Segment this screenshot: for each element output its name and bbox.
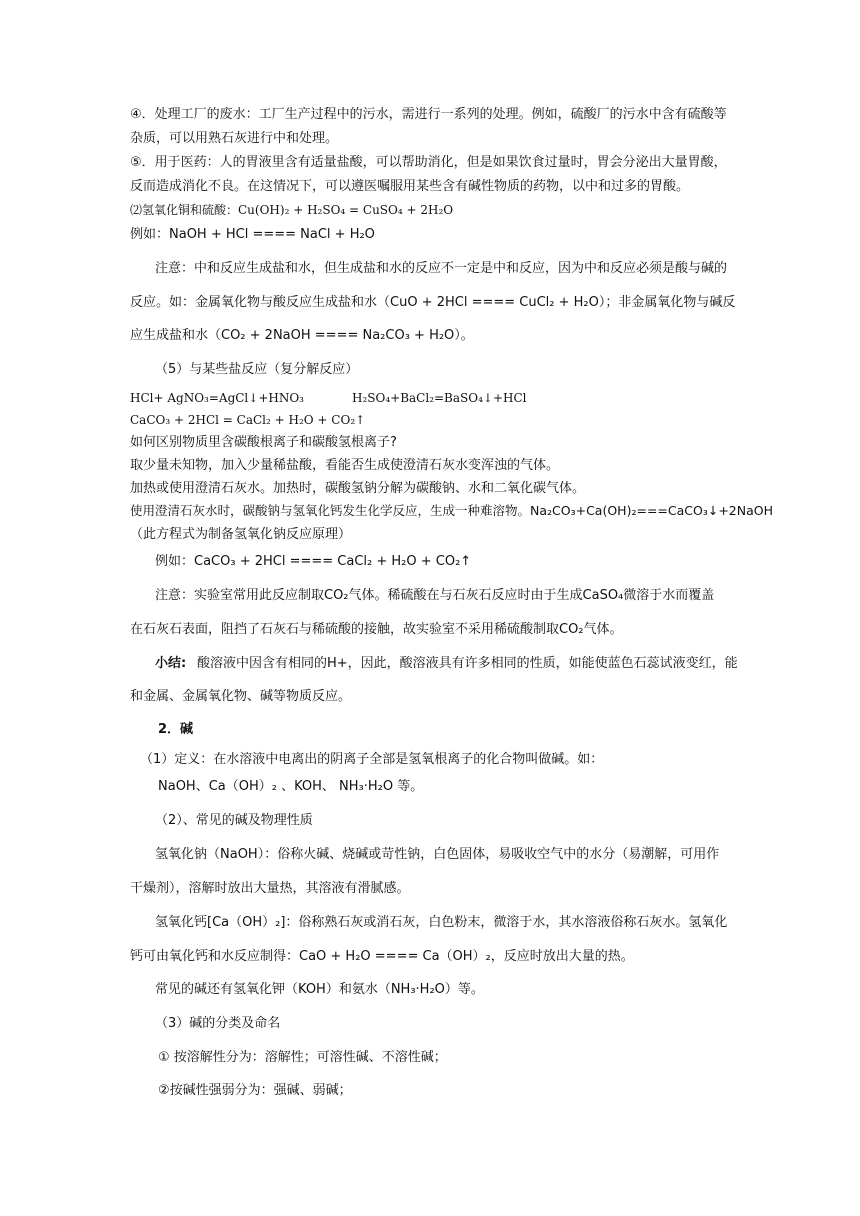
other-bases-line: 常见的碱还有氢氧化钾（KOH）和氨水（NH₃·H₂O）等。 bbox=[155, 982, 484, 997]
example-caco3: 例如：CaCO₃ + 2HCl ==== CaCl₂ + H₂O + CO₂↑ bbox=[155, 554, 472, 569]
equation-caco3-hcl: CaCO₃ + 2HCl = CaCl₂ + H₂O + CO₂↑ bbox=[130, 413, 366, 427]
classification-item-1: ① 按溶解性分为：溶解性；可溶性碱、不溶性碱； bbox=[158, 1050, 447, 1065]
subheading-classification: （3）碱的分类及命名 bbox=[155, 1016, 281, 1031]
summary-label: 小结: bbox=[155, 656, 187, 671]
definition-line-2: NaOH、Ca（OH）₂ 、KOH、 NH₃·H₂O 等。 bbox=[158, 779, 424, 794]
naoh-line-2: 干燥剂），溶解时放出大量热，其溶液有滑腻感。 bbox=[130, 881, 410, 896]
classification-item-2: ②按碱性强弱分为：强碱、弱碱； bbox=[158, 1083, 352, 1098]
text-line-2: 杂质，可以用熟石灰进行中和处理。 bbox=[130, 131, 339, 146]
method-line-2: 加热或使用澄清石灰水。加热时，碳酸氢钠分解为碳酸钠、水和二氧化碳气体。 bbox=[130, 481, 586, 496]
summary-line-2: 和金属、金属氧化物、碱等物质反应。 bbox=[130, 689, 352, 704]
method-line-3: 使用澄清石灰水时，碳酸钠与氢氧化钙发生化学反应，生成一种难溶物。Na₂CO₃+Ca(OH)₂===CaCO₃↓+2NaOH bbox=[130, 503, 774, 518]
caoh2-line-2: 钙可由氧化钙和水反应制得：CaO + H₂O ==== Ca（OH）₂，反应时放出大量的热。 bbox=[130, 949, 634, 964]
note-paragraph-line-1: 注意：中和反应生成盐和水，但生成盐和水的反应不一定是中和反应，因为中和反应必须是酸与碱的 bbox=[155, 261, 728, 276]
equation-copper-hydroxide: ⑵氢氧化铜和硫酸：Cu(OH)₂ + H₂SO₄ = CuSO₄ + 2H₂O bbox=[130, 203, 454, 217]
note2-line-2: 在石灰石表面，阻挡了石灰石与稀硫酸的接触，故实验室不采用稀硫酸制取CO₂气体。 bbox=[130, 622, 623, 637]
method-line-1: 取少量未知物，加入少量稀盐酸，看能否生成使澄清石灰水变浑浊的气体。 bbox=[130, 458, 560, 473]
caoh2-line-1: 氢氧化钙[Ca（OH）₂]：俗称熟石灰或消石灰，白色粉末，微溶于水，其水溶液俗称石灰水。氢氧化 bbox=[155, 915, 728, 930]
question-carbonate: 如何区别物质里含碳酸根离子和碳酸氢根离子? bbox=[130, 435, 397, 450]
note2-line-1: 注意：实验室常用此反应制取CO₂气体。稀硫酸在与石灰石反应时由于生成CaSO₄微溶于水而覆盖 bbox=[155, 588, 715, 603]
equation-h2so4-bacl2: H₂SO₄+BaCl₂=BaSO₄↓+HCl bbox=[352, 391, 527, 405]
summary-line-1: 酸溶液中因含有相同的H+，因此，酸溶液具有许多相同的性质，如能使蓝色石蕊试液变红，能 bbox=[197, 656, 738, 671]
equation-hcl-agno3: HCl+ AgNO₃=AgCl↓+HNO₃ bbox=[130, 391, 304, 405]
definition-line-1: （1）定义：在水溶液中电离出的阴离子全部是氢氧根离子的化合物叫做碱。如： bbox=[140, 752, 604, 767]
section-heading-base: 2．碱 bbox=[158, 722, 194, 737]
text-line-1: ④．处理工厂的废水：工厂生产过程中的污水，需进行一系列的处理。例如，硫酸厂的污水中含有硫酸等 bbox=[130, 107, 727, 122]
note-paragraph-line-2: 反应。如：金属氧化物与酸反应生成盐和水（CuO + 2HCl ==== CuCl₂ + H₂O）；非金属氧化物与碱反 bbox=[130, 295, 736, 310]
text-line-4: 反而造成消化不良。在这情况下，可以遵医嘱服用某些含有碱性物质的药物，以中和过多的胃酸。 bbox=[130, 179, 690, 194]
naoh-line-1: 氢氧化钠（NaOH）：俗称火碱、烧碱或苛性钠，白色固体，易吸收空气中的水分（易潮解，可用作 bbox=[155, 847, 720, 862]
subheading-common-bases: （2）、常见的碱及物理性质 bbox=[155, 813, 313, 828]
note-paragraph-line-3: 应生成盐和水（CO₂ + 2NaOH ==== Na₂CO₃ + H₂O）。 bbox=[130, 328, 474, 343]
subheading-salt-reaction: （5）与某些盐反应（复分解反应） bbox=[155, 362, 359, 377]
example-neutralization: 例如：NaOH + HCl ==== NaCl + H₂O bbox=[130, 227, 375, 242]
method-line-4: （此方程式为制备氢氧化钠反应原理） bbox=[130, 527, 352, 542]
text-line-3: ⑤．用于医药：人的胃液里含有适量盐酸，可以帮助消化，但是如果饮食过量时，胃会分泌出大量胃酸， bbox=[130, 155, 727, 170]
